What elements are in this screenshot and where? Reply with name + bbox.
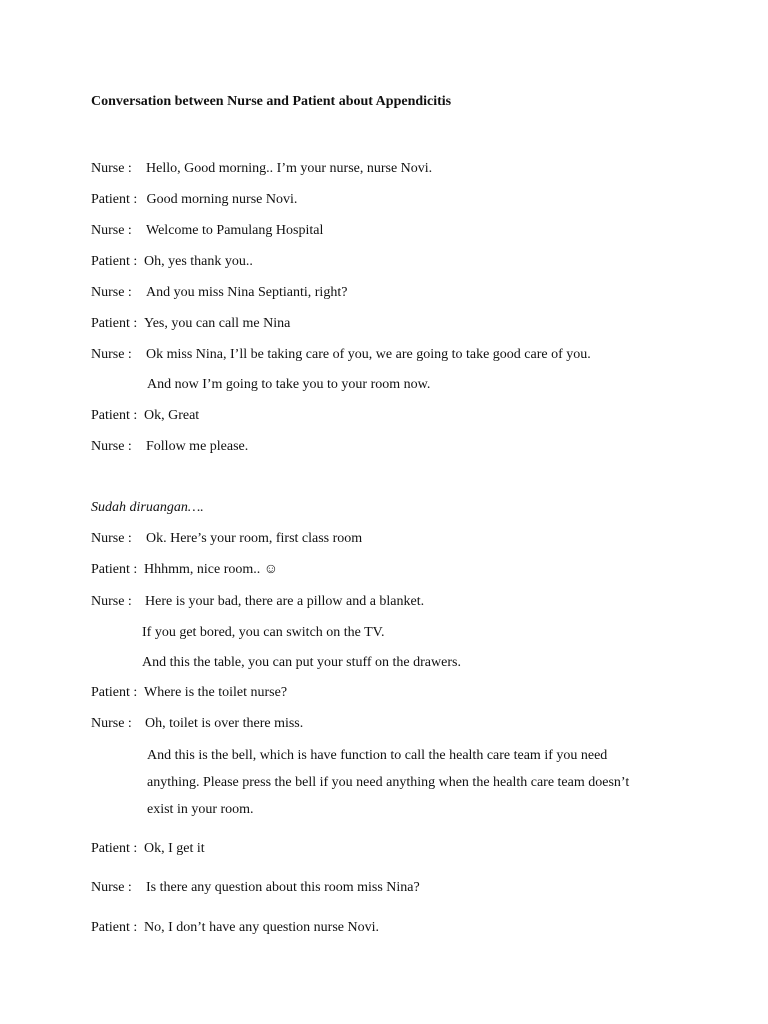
speaker-label: Nurse : (91, 880, 132, 895)
dialogue-line (91, 285, 347, 301)
dialogue-text: Ok miss Nina, I’ll be taking care of you, we are going to take good care of you. (146, 347, 591, 362)
dialogue-line (91, 625, 385, 641)
speaker-label: Patient : (91, 192, 138, 207)
dialogue-text: Ok, Great (144, 408, 200, 423)
speaker-label: Nurse : (91, 716, 132, 731)
dialogue-text: If you get bored, you can switch on the TV. (142, 625, 385, 640)
speaker-label: Nurse : (91, 285, 132, 300)
dialogue-line (91, 685, 287, 701)
dialogue-line (91, 223, 323, 239)
speaker-label: Patient : (91, 562, 138, 577)
speaker-label: Nurse : (91, 594, 132, 609)
speaker-label: Patient : (91, 841, 138, 856)
scene-note: Sudah diruangan…. (91, 500, 204, 515)
speaker-label: Patient : (91, 920, 138, 935)
dialogue-line (91, 775, 629, 791)
dialogue-text: And now I’m going to take you to your room now. (147, 377, 431, 392)
dialogue-line (91, 316, 290, 332)
speaker-label: Patient : (91, 254, 138, 269)
dialogue-text: Yes, you can call me Nina (144, 316, 291, 331)
dialogue-text: Ok. Here’s your room, first class room (146, 531, 363, 546)
dialogue-text: Hello, Good morning.. I’m your nurse, nurse Novi. (146, 161, 433, 176)
dialogue-text: Welcome to Pamulang Hospital (146, 223, 324, 238)
dialogue-line (91, 347, 591, 363)
dialogue-text: And this the table, you can put your stuff on the drawers. (142, 655, 461, 670)
speaker-label: Nurse : (91, 347, 132, 362)
dialogue-text: Oh, yes thank you.. (144, 254, 253, 269)
dialogue-text: Hhhmm, nice room.. ☺ (144, 562, 279, 577)
speaker-label: Patient : (91, 408, 138, 423)
dialogue-line (91, 920, 379, 936)
dialogue-line (91, 408, 199, 424)
dialogue-line (91, 802, 254, 818)
dialogue-line (91, 161, 432, 177)
dialogue-line (91, 655, 461, 671)
speaker-label: Nurse : (91, 223, 132, 238)
speaker-label: Patient : (91, 685, 138, 700)
dialogue-text: No, I don’t have any question nurse Novi. (144, 920, 379, 935)
dialogue-text: Ok, I get it (144, 841, 205, 856)
dialogue-text: Good morning nurse Novi. (143, 192, 298, 207)
dialogue-text: Oh, toilet is over there miss. (145, 716, 304, 731)
dialogue-text: Here is your bad, there are a pillow and a blanket. (145, 594, 425, 609)
dialogue-text: Where is the toilet nurse? (144, 685, 288, 700)
dialogue-line (91, 531, 362, 547)
dialogue-line (91, 439, 248, 455)
dialogue-text: And this is the bell, which is have function to call the health care team if you need (147, 748, 608, 763)
speaker-label: Nurse : (91, 161, 132, 176)
dialogue-text: And you miss Nina Septianti, right? (146, 285, 348, 300)
dialogue-text: Follow me please. (146, 439, 249, 454)
dialogue-line (91, 192, 297, 208)
dialogue-line (91, 880, 420, 896)
dialogue-line (91, 716, 303, 732)
dialogue-text: Is there any question about this room miss Nina? (146, 880, 420, 895)
dialogue-line (91, 841, 205, 857)
document-title: Conversation between Nurse and Patient about Appendicitis (91, 94, 452, 109)
dialogue-text: anything. Please press the bell if you need anything when the health care team doesn’t (147, 775, 630, 790)
dialogue-line (91, 594, 424, 610)
dialogue-line (91, 254, 253, 270)
dialogue-line (91, 377, 430, 393)
dialogue-text: exist in your room. (147, 802, 254, 817)
dialogue-line (91, 562, 278, 578)
speaker-label: Nurse : (91, 439, 132, 454)
speaker-label: Patient : (91, 316, 138, 331)
dialogue-line (91, 748, 607, 764)
speaker-label: Nurse : (91, 531, 132, 546)
